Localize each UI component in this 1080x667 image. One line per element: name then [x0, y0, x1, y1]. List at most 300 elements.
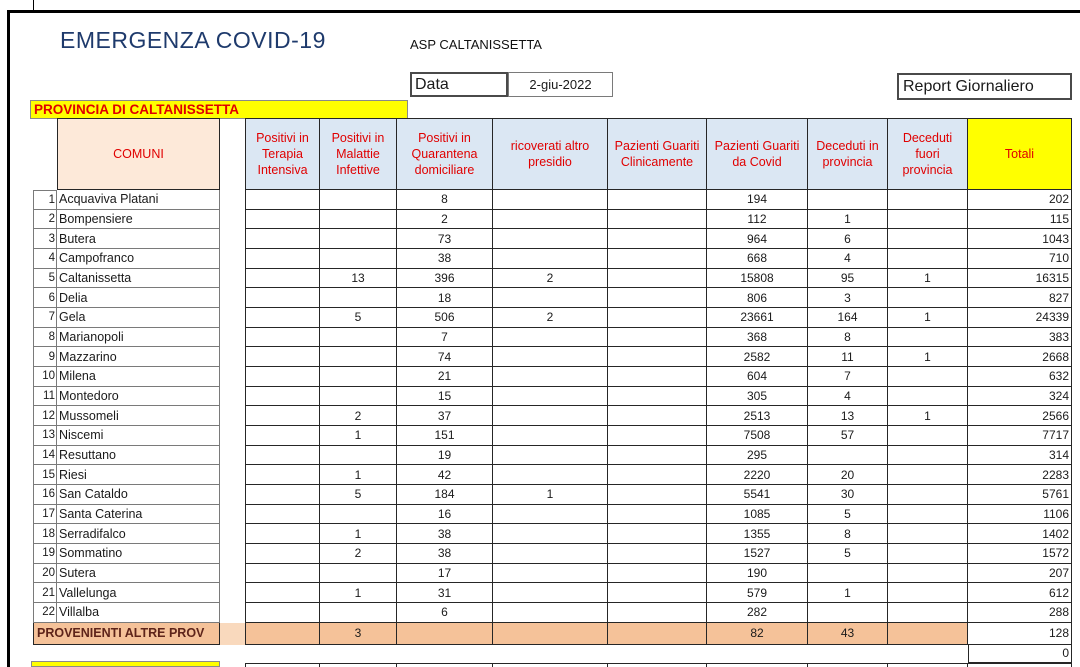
data-cell[interactable]	[888, 623, 968, 645]
data-cell[interactable]	[320, 387, 397, 407]
column-header-cell[interactable]: Positivi in Malattie Infettive	[320, 118, 397, 190]
data-cell[interactable]	[245, 505, 320, 525]
data-cell[interactable]	[245, 524, 320, 544]
totale-cell[interactable]: 128	[968, 623, 1072, 645]
data-cell[interactable]	[320, 446, 397, 466]
gap-cell[interactable]	[220, 249, 245, 269]
data-cell[interactable]: 7508	[707, 426, 808, 446]
data-cell[interactable]	[888, 583, 968, 603]
comune-name[interactable]: Mussomeli	[57, 406, 220, 426]
data-cell[interactable]: 2220	[707, 465, 808, 485]
data-cell[interactable]	[888, 249, 968, 269]
data-cell[interactable]: 305	[707, 387, 808, 407]
data-cell[interactable]	[493, 190, 608, 210]
data-cell[interactable]	[888, 603, 968, 623]
data-cell[interactable]	[608, 367, 707, 387]
row-number[interactable]: 11	[33, 387, 57, 407]
data-cell[interactable]	[808, 603, 888, 623]
row-number[interactable]: 10	[33, 367, 57, 387]
date-value-cell[interactable]: 2-giu-2022	[508, 72, 613, 97]
gap-cell[interactable]	[220, 406, 245, 426]
gap-cell[interactable]	[220, 603, 245, 623]
data-cell[interactable]	[493, 229, 608, 249]
data-cell[interactable]	[397, 623, 493, 645]
data-cell[interactable]	[888, 544, 968, 564]
row-number[interactable]: 5	[33, 269, 57, 289]
row-number[interactable]: 3	[33, 229, 57, 249]
gap-cell[interactable]	[220, 465, 245, 485]
gap-cell[interactable]	[220, 387, 245, 407]
comune-name[interactable]: Butera	[57, 229, 220, 249]
data-cell[interactable]	[320, 505, 397, 525]
data-cell[interactable]	[245, 544, 320, 564]
totale-cell[interactable]: 632	[968, 367, 1072, 387]
data-cell[interactable]	[245, 328, 320, 348]
comune-name[interactable]: Campofranco	[57, 249, 220, 269]
data-cell[interactable]	[608, 446, 707, 466]
comune-name[interactable]: Caltanissetta	[57, 269, 220, 289]
data-cell[interactable]	[320, 210, 397, 230]
comune-name[interactable]: Vallelunga	[57, 583, 220, 603]
data-cell[interactable]: 73	[397, 229, 493, 249]
comune-name[interactable]: Villalba	[57, 603, 220, 623]
data-cell[interactable]: 13	[808, 406, 888, 426]
data-cell[interactable]	[493, 524, 608, 544]
comune-name[interactable]: San Cataldo	[57, 485, 220, 505]
totale-cell[interactable]: 7717	[968, 426, 1072, 446]
gap-cell[interactable]	[220, 328, 245, 348]
row-number[interactable]: 2	[33, 210, 57, 230]
data-cell[interactable]: 57	[808, 426, 888, 446]
totale-cell[interactable]: 324	[968, 387, 1072, 407]
data-cell[interactable]: 4	[808, 249, 888, 269]
data-cell[interactable]	[888, 485, 968, 505]
data-cell[interactable]	[245, 446, 320, 466]
data-cell[interactable]: 23661	[707, 308, 808, 328]
data-cell[interactable]	[808, 564, 888, 584]
comune-name[interactable]: Serradifalco	[57, 524, 220, 544]
date-label-cell[interactable]: Data	[410, 72, 508, 97]
data-cell[interactable]: 38	[397, 524, 493, 544]
data-cell[interactable]: 42	[397, 465, 493, 485]
comune-name[interactable]: Marianopoli	[57, 328, 220, 348]
totale-cell[interactable]: 207	[968, 564, 1072, 584]
data-cell[interactable]	[608, 249, 707, 269]
data-cell[interactable]: 1	[888, 406, 968, 426]
data-cell[interactable]: 1	[320, 465, 397, 485]
data-cell[interactable]	[608, 269, 707, 289]
data-cell[interactable]	[608, 623, 707, 645]
next-section-banner-partial	[31, 661, 220, 667]
data-cell[interactable]	[493, 367, 608, 387]
data-cell[interactable]: 21	[397, 367, 493, 387]
data-cell[interactable]: 579	[707, 583, 808, 603]
data-cell[interactable]: 282	[707, 603, 808, 623]
row-number[interactable]: 14	[33, 446, 57, 466]
table-row	[33, 603, 1072, 623]
data-cell[interactable]	[493, 249, 608, 269]
data-cell[interactable]: 43	[808, 623, 888, 645]
data-cell[interactable]	[493, 603, 608, 623]
data-cell[interactable]: 2	[493, 269, 608, 289]
gap-cell[interactable]	[220, 524, 245, 544]
data-cell[interactable]: 1	[320, 524, 397, 544]
data-cell[interactable]: 37	[397, 406, 493, 426]
comune-name[interactable]: Riesi	[57, 465, 220, 485]
data-cell[interactable]	[320, 347, 397, 367]
data-cell[interactable]	[245, 465, 320, 485]
row-number[interactable]: 8	[33, 328, 57, 348]
data-cell[interactable]	[320, 564, 397, 584]
data-cell[interactable]	[493, 564, 608, 584]
data-cell[interactable]	[608, 544, 707, 564]
data-cell[interactable]: 5541	[707, 485, 808, 505]
data-cell[interactable]: 30	[808, 485, 888, 505]
data-cell[interactable]: 16	[397, 505, 493, 525]
totale-cell[interactable]: 1572	[968, 544, 1072, 564]
comune-name[interactable]: Sommatino	[57, 544, 220, 564]
report-type-cell[interactable]: Report Giornaliero	[897, 73, 1072, 100]
data-cell[interactable]: 164	[808, 308, 888, 328]
data-cell[interactable]	[888, 524, 968, 544]
row-number[interactable]: 1	[33, 190, 57, 210]
totale-cell[interactable]: 115	[968, 210, 1072, 230]
data-cell[interactable]	[493, 210, 608, 230]
data-cell[interactable]: 2582	[707, 347, 808, 367]
data-cell[interactable]	[808, 446, 888, 466]
data-cell[interactable]: 295	[707, 446, 808, 466]
data-cell[interactable]	[493, 328, 608, 348]
data-cell[interactable]: 38	[397, 544, 493, 564]
empty-cell[interactable]	[608, 663, 707, 667]
data-cell[interactable]: 8	[808, 328, 888, 348]
data-cell[interactable]: 20	[808, 465, 888, 485]
data-cell[interactable]	[608, 603, 707, 623]
data-cell[interactable]	[320, 367, 397, 387]
data-cell[interactable]: 112	[707, 210, 808, 230]
data-cell[interactable]	[245, 485, 320, 505]
data-cell[interactable]	[608, 190, 707, 210]
comune-name[interactable]: Santa Caterina	[57, 505, 220, 525]
totale-cell[interactable]: 24339	[968, 308, 1072, 328]
empty-cell[interactable]	[888, 663, 968, 667]
data-cell[interactable]	[493, 406, 608, 426]
data-cell[interactable]	[608, 465, 707, 485]
data-cell[interactable]: 5	[808, 544, 888, 564]
data-cell[interactable]: 368	[707, 328, 808, 348]
data-cell[interactable]	[608, 347, 707, 367]
data-cell[interactable]: 1085	[707, 505, 808, 525]
totale-cell[interactable]: 0	[968, 645, 1072, 663]
data-cell[interactable]	[888, 210, 968, 230]
data-cell[interactable]: 1	[808, 583, 888, 603]
data-cell[interactable]: 11	[808, 347, 888, 367]
gap-cell[interactable]	[220, 210, 245, 230]
totale-cell[interactable]: 1402	[968, 524, 1072, 544]
column-header-cell[interactable]: Deceduti in provincia	[808, 118, 888, 190]
data-cell[interactable]	[888, 465, 968, 485]
empty-cell[interactable]	[808, 663, 888, 667]
provenienti-label[interactable]: PROVENIENTI ALTRE PROV	[33, 623, 220, 645]
gap-cell[interactable]	[220, 583, 245, 603]
totale-cell[interactable]: 710	[968, 249, 1072, 269]
data-cell[interactable]	[493, 446, 608, 466]
data-cell[interactable]: 82	[707, 623, 808, 645]
data-cell[interactable]: 7	[808, 367, 888, 387]
gap-cell[interactable]	[220, 308, 245, 328]
data-cell[interactable]	[245, 190, 320, 210]
row-number[interactable]: 17	[33, 505, 57, 525]
totale-cell[interactable]: 2668	[968, 347, 1072, 367]
data-cell[interactable]	[608, 387, 707, 407]
data-cell[interactable]	[245, 623, 320, 645]
data-cell[interactable]: 31	[397, 583, 493, 603]
data-cell[interactable]: 2513	[707, 406, 808, 426]
totale-cell[interactable]: 5761	[968, 485, 1072, 505]
data-cell[interactable]: 190	[707, 564, 808, 584]
data-cell[interactable]	[245, 249, 320, 269]
data-cell[interactable]: 6	[808, 229, 888, 249]
comune-name[interactable]: Delia	[57, 288, 220, 308]
data-cell[interactable]	[888, 229, 968, 249]
row-number[interactable]: 18	[33, 524, 57, 544]
row-number[interactable]: 22	[33, 603, 57, 623]
gap-cell[interactable]	[220, 347, 245, 367]
gap-cell[interactable]	[220, 367, 245, 387]
data-cell[interactable]: 2	[320, 406, 397, 426]
empty-cell[interactable]	[968, 663, 1072, 667]
totale-cell[interactable]: 202	[968, 190, 1072, 210]
data-cell[interactable]	[493, 426, 608, 446]
totale-cell[interactable]: 314	[968, 446, 1072, 466]
data-cell[interactable]	[888, 190, 968, 210]
totale-cell[interactable]: 288	[968, 603, 1072, 623]
data-cell[interactable]: 2	[397, 210, 493, 230]
data-cell[interactable]	[320, 190, 397, 210]
gap-cell[interactable]	[220, 446, 245, 466]
data-cell[interactable]	[493, 544, 608, 564]
row-number[interactable]: 20	[33, 564, 57, 584]
row-number[interactable]: 13	[33, 426, 57, 446]
data-cell[interactable]: 964	[707, 229, 808, 249]
data-cell[interactable]: 1	[888, 269, 968, 289]
data-cell[interactable]	[493, 583, 608, 603]
row-number[interactable]: 9	[33, 347, 57, 367]
data-cell[interactable]: 2	[320, 544, 397, 564]
data-cell[interactable]	[888, 288, 968, 308]
row-number[interactable]: 16	[33, 485, 57, 505]
gap-cell[interactable]	[220, 229, 245, 249]
data-cell[interactable]: 806	[707, 288, 808, 308]
comune-name[interactable]: Gela	[57, 308, 220, 328]
data-cell[interactable]: 17	[397, 564, 493, 584]
comune-name[interactable]: Resuttano	[57, 446, 220, 466]
data-cell[interactable]	[245, 387, 320, 407]
data-cell[interactable]	[245, 406, 320, 426]
data-cell[interactable]: 8	[808, 524, 888, 544]
data-cell[interactable]	[608, 564, 707, 584]
data-cell[interactable]: 3	[320, 623, 397, 645]
data-cell[interactable]: 6	[397, 603, 493, 623]
totale-cell[interactable]: 383	[968, 328, 1072, 348]
comune-name[interactable]: Sutera	[57, 564, 220, 584]
data-cell[interactable]	[608, 328, 707, 348]
totale-cell[interactable]: 1043	[968, 229, 1072, 249]
row-number[interactable]: 7	[33, 308, 57, 328]
data-cell[interactable]	[808, 190, 888, 210]
data-cell[interactable]	[608, 210, 707, 230]
data-cell[interactable]	[493, 505, 608, 525]
data-cell[interactable]	[888, 367, 968, 387]
totale-cell[interactable]: 1106	[968, 505, 1072, 525]
data-cell[interactable]	[245, 269, 320, 289]
data-cell[interactable]	[245, 229, 320, 249]
data-cell[interactable]	[888, 387, 968, 407]
data-cell[interactable]: 15808	[707, 269, 808, 289]
data-cell[interactable]	[608, 406, 707, 426]
data-cell[interactable]: 18	[397, 288, 493, 308]
comune-name[interactable]: Acquaviva Platani	[57, 190, 220, 210]
data-cell[interactable]: 1	[493, 485, 608, 505]
row-number[interactable]: 19	[33, 544, 57, 564]
totale-cell[interactable]: 16315	[968, 269, 1072, 289]
gap-cell[interactable]	[220, 426, 245, 446]
data-cell[interactable]	[608, 505, 707, 525]
gap-cell[interactable]	[220, 623, 245, 645]
data-cell[interactable]: 184	[397, 485, 493, 505]
empty-cell[interactable]	[707, 663, 808, 667]
gap-cell[interactable]	[220, 544, 245, 564]
data-cell[interactable]	[245, 426, 320, 446]
column-header-cell[interactable]: Pazienti Guariti da Covid	[707, 118, 808, 190]
data-cell[interactable]	[608, 524, 707, 544]
data-cell[interactable]: 74	[397, 347, 493, 367]
comune-name[interactable]: Montedoro	[57, 387, 220, 407]
data-cell[interactable]	[888, 426, 968, 446]
data-cell[interactable]: 3	[808, 288, 888, 308]
row-number[interactable]: 12	[33, 406, 57, 426]
row-number[interactable]: 6	[33, 288, 57, 308]
gap-cell[interactable]	[220, 288, 245, 308]
column-header-cell[interactable]: Positivi in Quarantena domiciliare	[397, 118, 493, 190]
data-cell[interactable]	[245, 367, 320, 387]
column-header-cell[interactable]: Deceduti fuori provincia	[888, 118, 968, 190]
gap-cell[interactable]	[220, 564, 245, 584]
data-cell[interactable]: 396	[397, 269, 493, 289]
comune-name[interactable]: Bompensiere	[57, 210, 220, 230]
gap-cell[interactable]	[220, 505, 245, 525]
data-cell[interactable]: 1	[888, 308, 968, 328]
totale-cell[interactable]: 827	[968, 288, 1072, 308]
data-cell[interactable]	[608, 583, 707, 603]
data-cell[interactable]: 506	[397, 308, 493, 328]
data-cell[interactable]: 8	[397, 190, 493, 210]
data-cell[interactable]: 1	[320, 583, 397, 603]
data-cell[interactable]: 38	[397, 249, 493, 269]
data-cell[interactable]	[608, 308, 707, 328]
data-cell[interactable]	[320, 603, 397, 623]
data-cell[interactable]: 1527	[707, 544, 808, 564]
data-cell[interactable]: 95	[808, 269, 888, 289]
empty-cell[interactable]	[320, 663, 397, 667]
data-cell[interactable]	[493, 623, 608, 645]
data-cell[interactable]: 15	[397, 387, 493, 407]
gap-cell[interactable]	[220, 269, 245, 289]
data-cell[interactable]	[245, 564, 320, 584]
column-header-cell[interactable]: Pazienti Guariti Clinicamente	[608, 118, 707, 190]
gap-cell[interactable]	[220, 190, 245, 210]
comuni-header-cell[interactable]: COMUNI	[57, 118, 220, 190]
data-cell[interactable]	[888, 328, 968, 348]
data-cell[interactable]	[888, 446, 968, 466]
data-cell[interactable]: 13	[320, 269, 397, 289]
gap-cell[interactable]	[220, 485, 245, 505]
comune-name[interactable]: Niscemi	[57, 426, 220, 446]
data-cell[interactable]	[493, 288, 608, 308]
data-cell[interactable]: 5	[808, 505, 888, 525]
row-number[interactable]: 15	[33, 465, 57, 485]
data-cell[interactable]: 604	[707, 367, 808, 387]
data-cell[interactable]	[245, 583, 320, 603]
data-cell[interactable]: 1	[808, 210, 888, 230]
data-cell[interactable]	[245, 288, 320, 308]
data-cell[interactable]	[608, 288, 707, 308]
row-number[interactable]: 21	[33, 583, 57, 603]
data-cell[interactable]	[888, 564, 968, 584]
data-cell[interactable]	[493, 465, 608, 485]
data-cell[interactable]	[888, 505, 968, 525]
data-cell[interactable]: 151	[397, 426, 493, 446]
totale-cell[interactable]: 2566	[968, 406, 1072, 426]
column-header-cell[interactable]: ricoverati altro presidio	[493, 118, 608, 190]
data-cell[interactable]: 19	[397, 446, 493, 466]
data-cell[interactable]	[608, 485, 707, 505]
row-number[interactable]: 4	[33, 249, 57, 269]
totale-cell[interactable]: 612	[968, 583, 1072, 603]
data-cell[interactable]	[245, 347, 320, 367]
empty-cell[interactable]	[493, 663, 608, 667]
data-cell[interactable]	[245, 210, 320, 230]
totale-cell[interactable]: 2283	[968, 465, 1072, 485]
data-cell[interactable]	[608, 426, 707, 446]
empty-cell[interactable]	[245, 663, 320, 667]
data-cell[interactable]	[320, 249, 397, 269]
data-cell[interactable]: 4	[808, 387, 888, 407]
data-cell[interactable]	[320, 288, 397, 308]
data-cell[interactable]: 2	[493, 308, 608, 328]
column-header-cell[interactable]: Positivi in Terapia Intensiva	[245, 118, 320, 190]
data-cell[interactable]: 668	[707, 249, 808, 269]
data-cell[interactable]	[493, 347, 608, 367]
data-cell[interactable]	[245, 603, 320, 623]
data-cell[interactable]	[608, 229, 707, 249]
data-cell[interactable]	[320, 328, 397, 348]
data-cell[interactable]: 1	[320, 426, 397, 446]
data-cell[interactable]	[245, 308, 320, 328]
data-cell[interactable]: 5	[320, 308, 397, 328]
data-cell[interactable]: 7	[397, 328, 493, 348]
comune-name[interactable]: Milena	[57, 367, 220, 387]
totali-header-cell[interactable]: Totali	[968, 118, 1072, 190]
data-cell[interactable]: 5	[320, 485, 397, 505]
empty-cell[interactable]	[397, 663, 493, 667]
data-cell[interactable]: 1	[888, 347, 968, 367]
data-cell[interactable]: 1355	[707, 524, 808, 544]
data-cell[interactable]	[320, 229, 397, 249]
data-cell[interactable]	[493, 387, 608, 407]
comune-name[interactable]: Mazzarino	[57, 347, 220, 367]
data-cell[interactable]: 194	[707, 190, 808, 210]
